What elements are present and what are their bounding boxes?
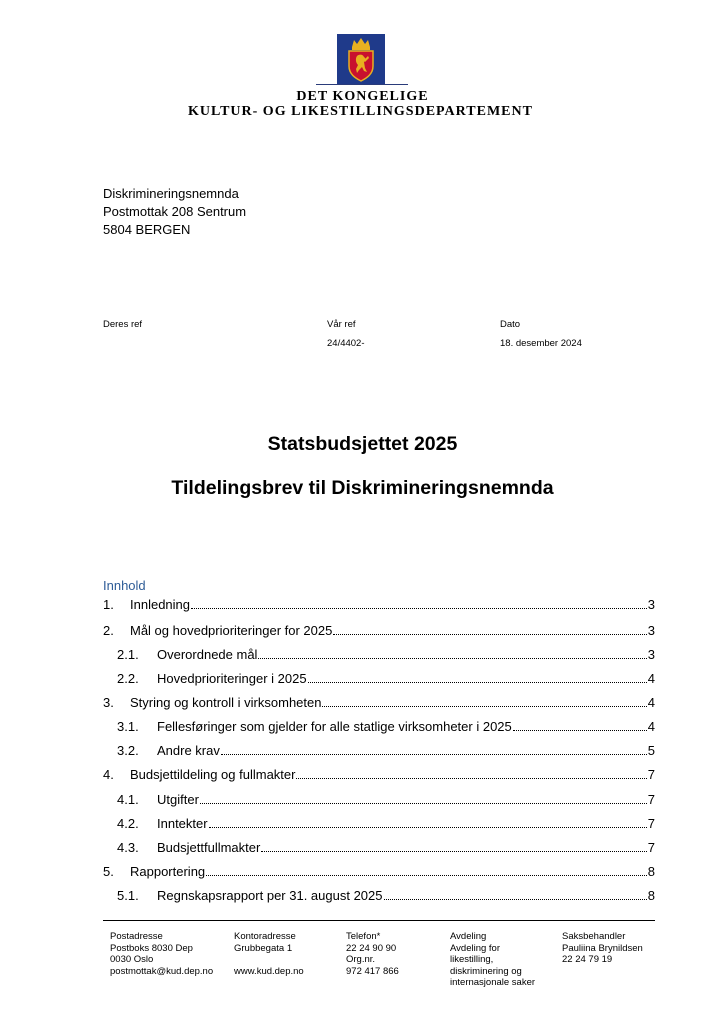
toc-entry-page: 7 [647, 840, 655, 855]
toc-entry-title: Budsjettildeling og fullmakter [130, 767, 296, 782]
toc-dot-leader [191, 608, 647, 609]
toc-entry-number: 2.1. [117, 647, 139, 662]
footer-label: Telefon* [346, 931, 381, 942]
toc-entry-title: Mål og hovedprioriteringer for 2025 [130, 623, 333, 638]
toc-dot-leader [513, 730, 647, 731]
footer-kontoradresse [234, 931, 304, 977]
toc-entry[interactable] [103, 594, 655, 612]
toc-dot-leader [209, 827, 647, 828]
toc-entry-number: 3.1. [117, 719, 139, 734]
footer-line: Postboks 8030 Dep [110, 942, 193, 954]
toc-entry-page: 4 [647, 671, 655, 686]
toc-entry-title: Rapportering [130, 864, 206, 879]
toc-entry[interactable] [103, 692, 655, 710]
toc-heading: Innhold [103, 578, 146, 593]
toc-subentry[interactable] [117, 789, 655, 807]
footer-line: Pauliina Brynildsen [562, 942, 643, 954]
document-title: Statsbudsjettet 2025 [267, 433, 458, 455]
toc-entry-title: Innledning [130, 597, 190, 612]
footer-postadresse [110, 931, 213, 977]
norwegian-coat-of-arms-icon [337, 34, 385, 84]
toc-entry-number: 2. [103, 623, 114, 638]
footer-label: Saksbehandler [562, 931, 626, 942]
toc-entry-title: Andre krav [157, 743, 220, 758]
department-name-line2: KULTUR- OG LIKESTILLINGSDEPARTEMENT [188, 104, 533, 119]
toc-entry-number: 4.1. [117, 792, 139, 807]
var-ref-label: Vår ref [327, 319, 356, 330]
toc-entry-number: 2.2. [117, 671, 139, 686]
footer-avdeling [450, 931, 535, 989]
toc-entry-number: 1. [103, 597, 114, 612]
footer-website-link[interactable]: www.kud.dep.no [234, 965, 304, 977]
toc-subentry[interactable] [117, 885, 655, 903]
dato-label: Dato [500, 319, 521, 330]
toc-entry-number: 5.1. [117, 888, 139, 903]
footer-label: Postadresse [110, 931, 163, 942]
footer-line: Grubbegata 1 [234, 942, 293, 954]
footer-line: likestilling, [450, 954, 494, 965]
toc-entry-number: 3. [103, 695, 114, 710]
toc-dot-leader [258, 658, 646, 659]
toc-subentry[interactable] [117, 716, 655, 734]
deres-ref-label: Deres ref [103, 319, 143, 330]
toc-dot-leader [333, 634, 646, 635]
toc-entry-number: 4.3. [117, 840, 139, 855]
toc-entry-page: 7 [647, 767, 655, 782]
footer-saksbehandler [562, 931, 643, 966]
toc-entry-page: 8 [647, 888, 655, 903]
toc-dot-leader [308, 682, 647, 683]
department-name-line1: DET KONGELIGE [296, 89, 429, 104]
toc-entry-title: Utgifter [157, 792, 199, 807]
toc-entry-number: 3.2. [117, 743, 139, 758]
toc-subentry[interactable] [117, 813, 655, 831]
toc-entry-title: Hovedprioriteringer i 2025 [157, 671, 307, 686]
footer-label: Kontoradresse [234, 931, 296, 942]
footer-label: Avdeling [450, 931, 487, 942]
toc-entry-title: Fellesføringer som gjelder for alle statlige virksomheter i 2025 [157, 719, 512, 734]
toc-dot-leader [221, 754, 647, 755]
toc-subentry[interactable] [117, 740, 655, 758]
toc-subentry[interactable] [117, 668, 655, 686]
toc-entry-page: 3 [647, 647, 655, 662]
footer-telefon [346, 931, 399, 977]
toc-entry-title: Overordnede mål [157, 647, 258, 662]
toc-entry[interactable] [103, 861, 655, 879]
footer-line: internasjonale saker [450, 977, 536, 988]
toc-entry-page: 4 [647, 695, 655, 710]
toc-entry-page: 3 [647, 623, 655, 638]
toc-entry-number: 4.2. [117, 816, 139, 831]
toc-entry-title: Styring og kontroll i virksomheten [130, 695, 322, 710]
footer-email-link[interactable]: postmottak@kud.dep.no [110, 965, 214, 977]
header-rule [316, 84, 408, 85]
footer-line: 972 417 866 [346, 965, 399, 977]
toc-entry-number: 4. [103, 767, 114, 782]
toc-dot-leader [384, 899, 647, 900]
footer-phone: 22 24 90 90 [346, 942, 397, 954]
toc-entry-title: Budsjettfullmakter [157, 840, 261, 855]
toc-entry-page: 4 [647, 719, 655, 734]
footer-line: diskriminering og [450, 965, 522, 977]
toc-entry-page: 5 [647, 743, 655, 758]
footer-line: Avdeling for [450, 942, 500, 954]
toc-entry[interactable] [103, 620, 655, 638]
footer-line: Org.nr. [346, 954, 376, 965]
toc-dot-leader [296, 778, 646, 779]
dato-value: 18. desember 2024 [500, 338, 582, 349]
toc-entry-page: 7 [647, 816, 655, 831]
toc-entry-title: Regnskapsrapport per 31. august 2025 [157, 888, 383, 903]
toc-entry-number: 5. [103, 864, 114, 879]
toc-subentry[interactable] [117, 837, 655, 855]
recipient-name: Diskrimineringsnemnda [103, 186, 239, 201]
toc-dot-leader [206, 875, 647, 876]
footer-line [234, 954, 304, 966]
document-subtitle: Tildelingsbrev til Diskrimineringsnemnda [171, 477, 554, 499]
toc-entry-page: 3 [647, 597, 655, 612]
toc-dot-leader [200, 803, 647, 804]
toc-entry[interactable] [103, 764, 655, 782]
toc-subentry[interactable] [117, 644, 655, 662]
toc-dot-leader [261, 851, 646, 852]
recipient-postbox: Postmottak 208 Sentrum [103, 204, 247, 219]
footer-phone: 22 24 79 19 [562, 954, 613, 965]
toc-entry-page: 7 [647, 792, 655, 807]
toc-entry-page: 8 [647, 864, 655, 879]
footer-rule [103, 920, 655, 921]
toc-dot-leader [322, 706, 646, 707]
var-ref-value: 24/4402- [327, 338, 365, 349]
footer-line: 0030 Oslo [110, 954, 154, 965]
toc-entry-title: Inntekter [157, 816, 208, 831]
recipient-city: 5804 BERGEN [103, 222, 191, 237]
